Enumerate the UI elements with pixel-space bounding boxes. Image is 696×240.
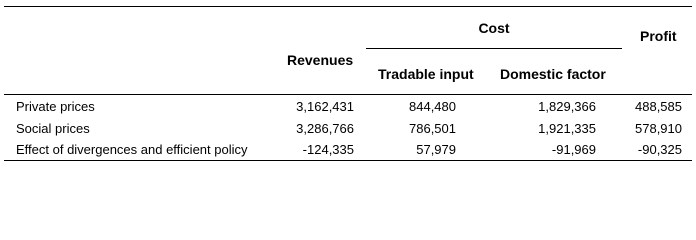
- header-bottom-rule: [4, 94, 692, 95]
- revenues-cell: 3,162,431: [296, 99, 354, 114]
- tradable-input-cell: 786,501: [409, 121, 456, 136]
- domestic-factor-cell: 1,829,366: [538, 99, 596, 114]
- row-label: Social prices: [16, 121, 90, 136]
- header-tradable-input: Tradable input: [378, 66, 474, 82]
- row-label: Effect of divergences and efficient policy: [16, 142, 248, 157]
- row-label: Private prices: [16, 99, 95, 114]
- domestic-factor-cell: 1,921,335: [538, 121, 596, 136]
- revenues-cell: 3,286,766: [296, 121, 354, 136]
- revenues-cell: -124,335: [302, 142, 354, 157]
- header-profit: Profit: [640, 28, 677, 44]
- domestic-factor-cell: -91,969: [551, 142, 596, 157]
- header-domestic-factor: Domestic factor: [500, 66, 606, 82]
- bottom-rule: [4, 160, 692, 161]
- profit-cell: 488,585: [635, 99, 682, 114]
- cost-underline: [366, 48, 622, 49]
- header-revenues: Revenues: [287, 52, 354, 68]
- tradable-input-cell: 844,480: [409, 99, 456, 114]
- tradable-input-cell: 57,979: [416, 142, 456, 157]
- top-rule: [4, 6, 692, 7]
- header-cost: Cost: [478, 20, 510, 36]
- profit-cell: -90,325: [637, 142, 682, 157]
- profit-cell: 578,910: [635, 121, 682, 136]
